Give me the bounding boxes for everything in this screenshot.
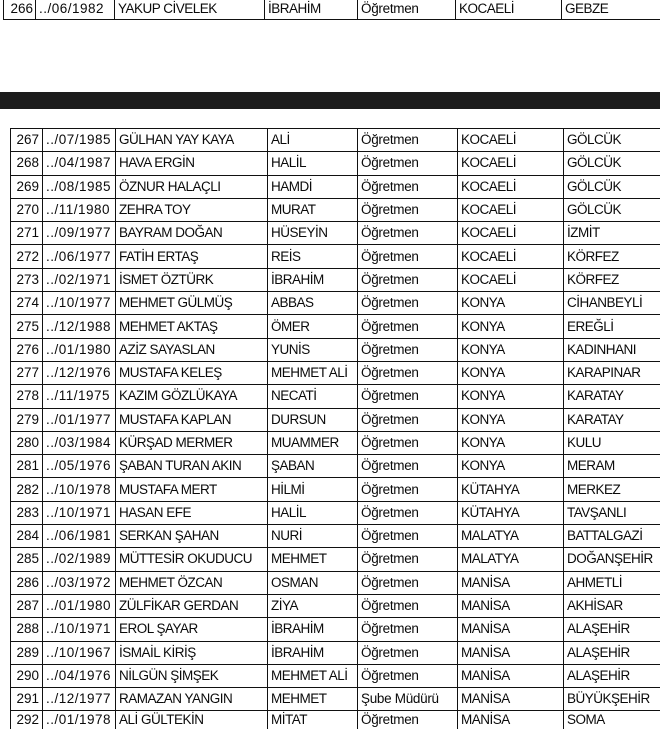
district: ALAŞEHİR (564, 664, 660, 687)
father-name: İBRAHİM (268, 618, 358, 641)
birth-date: ../02/1989 (43, 548, 116, 571)
row-number: 283 (11, 501, 43, 524)
full-name: AZİZ SAYASLAN (116, 338, 268, 361)
job-title: Öğretmen (358, 222, 458, 245)
district: SOMA (564, 711, 660, 729)
full-name: İSMAİL KİRİŞ (116, 641, 268, 664)
province: KOCAELİ (458, 245, 564, 268)
father-name: HÜSEYİN (268, 222, 358, 245)
full-name: MUSTAFA MERT (116, 478, 268, 501)
row-number: 284 (11, 525, 43, 548)
table-row (11, 198, 660, 221)
birth-date: ../03/1984 (43, 431, 116, 454)
job-title: Öğretmen (358, 268, 458, 291)
page-separator-bar (0, 92, 660, 109)
row-number: 274 (11, 292, 43, 315)
full-name: ZEHRA TOY (116, 198, 268, 221)
job-title: Öğretmen (358, 338, 458, 361)
birth-date: ../01/1977 (43, 408, 116, 431)
father-name: REİS (268, 245, 358, 268)
table-row (11, 292, 660, 315)
birth-date: ../10/1967 (43, 641, 116, 664)
table-row (11, 455, 660, 478)
table-row (11, 175, 660, 198)
row-number: 281 (11, 455, 43, 478)
district: ALAŞEHİR (564, 618, 660, 641)
province: KOCAELİ (458, 129, 564, 152)
father-name: İBRAHİM (265, 0, 358, 19)
row-number: 266 (4, 0, 36, 19)
district: KARATAY (564, 385, 660, 408)
full-name: RAMAZAN YANGIN (116, 688, 268, 711)
job-title: Öğretmen (358, 594, 458, 617)
row-number: 272 (11, 245, 43, 268)
table-body (11, 129, 660, 729)
province: KÜTAHYA (458, 478, 564, 501)
district: MERAM (564, 455, 660, 478)
job-title: Öğretmen (358, 455, 458, 478)
row-number: 268 (11, 152, 43, 175)
province: KONYA (458, 315, 564, 338)
province: KONYA (458, 385, 564, 408)
district: KULU (564, 431, 660, 454)
table-row (11, 618, 660, 641)
job-title: Öğretmen (358, 129, 458, 152)
father-name: MURAT (268, 198, 358, 221)
table-row (11, 571, 660, 594)
father-name: OSMAN (268, 571, 358, 594)
table-row (11, 664, 660, 687)
province: MANİSA (458, 664, 564, 687)
birth-date: ../10/1977 (43, 292, 116, 315)
district: EREĞLİ (564, 315, 660, 338)
birth-date: ../05/1976 (43, 455, 116, 478)
province: KOCAELİ (458, 268, 564, 291)
table-row (11, 338, 660, 361)
father-name: MUAMMER (268, 431, 358, 454)
full-name: İSMET ÖZTÜRK (116, 268, 268, 291)
full-name: HAVA ERGİN (116, 152, 268, 175)
table-row (11, 688, 660, 711)
province: KONYA (458, 455, 564, 478)
row-number: 290 (11, 664, 43, 687)
job-title: Öğretmen (358, 152, 458, 175)
row-number: 278 (11, 385, 43, 408)
full-name: NİLGÜN ŞİMŞEK (116, 664, 268, 687)
province: MANİSA (458, 571, 564, 594)
full-name: EROL ŞAYAR (116, 618, 268, 641)
full-name: ZÜLFİKAR GERDAN (116, 594, 268, 617)
job-title: Şube Müdürü (358, 688, 458, 711)
personnel-table (10, 128, 660, 729)
job-title: Öğretmen (358, 198, 458, 221)
province: KOCAELİ (458, 175, 564, 198)
province: KONYA (458, 292, 564, 315)
table-fragment-top (3, 0, 660, 20)
row-number: 271 (11, 222, 43, 245)
row-number: 285 (11, 548, 43, 571)
father-name: HİLMİ (268, 478, 358, 501)
province: KONYA (458, 338, 564, 361)
birth-date: ../10/1978 (43, 478, 116, 501)
birth-date: ../04/1987 (43, 152, 116, 175)
table-row (11, 594, 660, 617)
birth-date: ../01/1980 (43, 594, 116, 617)
father-name: YUNİS (268, 338, 358, 361)
full-name: MEHMET ÖZCAN (116, 571, 268, 594)
birth-date: ../01/1978 (43, 711, 116, 729)
father-name: ÖMER (268, 315, 358, 338)
father-name: ABBAS (268, 292, 358, 315)
father-name: MEHMET (268, 688, 358, 711)
full-name: GÜLHAN YAY KAYA (116, 129, 268, 152)
table-row (11, 152, 660, 175)
table-row (11, 268, 660, 291)
full-name: MUSTAFA KAPLAN (116, 408, 268, 431)
province: MANİSA (458, 641, 564, 664)
birth-date: ../07/1985 (43, 129, 116, 152)
job-title: Öğretmen (358, 478, 458, 501)
district: GÖLCÜK (564, 152, 660, 175)
table-row (11, 501, 660, 524)
province: KOCAELİ (458, 222, 564, 245)
father-name: MEHMET (268, 548, 358, 571)
province: MALATYA (458, 525, 564, 548)
full-name: FATİH ERTAŞ (116, 245, 268, 268)
birth-date: ../06/1982 (36, 0, 115, 19)
birth-date: ../11/1980 (43, 198, 116, 221)
table-row (11, 385, 660, 408)
birth-date: ../08/1985 (43, 175, 116, 198)
birth-date: ../12/1988 (43, 315, 116, 338)
district: TAVŞANLI (564, 501, 660, 524)
district: ALAŞEHİR (564, 641, 660, 664)
job-title: Öğretmen (358, 408, 458, 431)
district: AHMETLİ (564, 571, 660, 594)
district: GÖLCÜK (564, 175, 660, 198)
province: KOCAELİ (458, 152, 564, 175)
full-name: HASAN EFE (116, 501, 268, 524)
province: KÜTAHYA (458, 501, 564, 524)
job-title: Öğretmen (358, 315, 458, 338)
job-title: Öğretmen (358, 618, 458, 641)
province: MANİSA (458, 711, 564, 729)
province: KONYA (458, 361, 564, 384)
district: KÖRFEZ (564, 245, 660, 268)
row-number: 287 (11, 594, 43, 617)
father-name: MİTAT (268, 711, 358, 729)
birth-date: ../12/1976 (43, 361, 116, 384)
table-row (4, 0, 660, 19)
birth-date: ../06/1977 (43, 245, 116, 268)
job-title: Öğretmen (358, 175, 458, 198)
birth-date: ../01/1980 (43, 338, 116, 361)
district: GEBZE (562, 0, 660, 19)
father-name: İBRAHİM (268, 641, 358, 664)
full-name: ŞABAN TURAN AKIN (116, 455, 268, 478)
birth-date: ../10/1971 (43, 618, 116, 641)
table-row (11, 222, 660, 245)
province: MALATYA (458, 548, 564, 571)
father-name: MEHMET ALİ (268, 361, 358, 384)
district: KARAPINAR (564, 361, 660, 384)
district: CİHANBEYLİ (564, 292, 660, 315)
table-row (11, 525, 660, 548)
row-number: 286 (11, 571, 43, 594)
table-row (11, 641, 660, 664)
full-name: MEHMET GÜLMÜŞ (116, 292, 268, 315)
birth-date: ../02/1971 (43, 268, 116, 291)
province: KONYA (458, 408, 564, 431)
father-name: MEHMET ALİ (268, 664, 358, 687)
full-name: MÜTTESİR OKUDUCU (116, 548, 268, 571)
job-title: Öğretmen (358, 245, 458, 268)
full-name: YAKUP CİVELEK (115, 0, 265, 19)
province: KOCAELİ (456, 0, 562, 19)
province: KOCAELİ (458, 198, 564, 221)
district: GÖLCÜK (564, 129, 660, 152)
job-title: Öğretmen (358, 292, 458, 315)
table-row (11, 245, 660, 268)
job-title: Öğretmen (358, 641, 458, 664)
birth-date: ../10/1971 (43, 501, 116, 524)
full-name: BAYRAM DOĞAN (116, 222, 268, 245)
row-number: 277 (11, 361, 43, 384)
birth-date: ../09/1977 (43, 222, 116, 245)
birth-date: ../11/1975 (43, 385, 116, 408)
row-number: 273 (11, 268, 43, 291)
table-row (11, 711, 660, 729)
district: BATTALGAZİ (564, 525, 660, 548)
birth-date: ../06/1981 (43, 525, 116, 548)
district: GÖLCÜK (564, 198, 660, 221)
full-name: KÜRŞAD MERMER (116, 431, 268, 454)
district: KARATAY (564, 408, 660, 431)
table-row (11, 408, 660, 431)
birth-date: ../12/1977 (43, 688, 116, 711)
job-title: Öğretmen (358, 0, 456, 19)
province: MANİSA (458, 618, 564, 641)
full-name: MEHMET AKTAŞ (116, 315, 268, 338)
job-title: Öğretmen (358, 548, 458, 571)
full-name: ÖZNUR HALAÇLI (116, 175, 268, 198)
full-name: ALİ GÜLTEKİN (116, 711, 268, 729)
father-name: NURİ (268, 525, 358, 548)
table-row (11, 478, 660, 501)
row-number: 270 (11, 198, 43, 221)
full-name: SERKAN ŞAHAN (116, 525, 268, 548)
table-row (11, 548, 660, 571)
full-name: KAZIM GÖZLÜKAYA (116, 385, 268, 408)
row-number: 292 (11, 711, 43, 729)
job-title: Öğretmen (358, 501, 458, 524)
district: DOĞANŞEHİR (564, 548, 660, 571)
job-title: Öğretmen (358, 525, 458, 548)
district: KÖRFEZ (564, 268, 660, 291)
father-name: HAMDİ (268, 175, 358, 198)
row-number: 279 (11, 408, 43, 431)
table-row (11, 431, 660, 454)
row-number: 267 (11, 129, 43, 152)
row-number: 280 (11, 431, 43, 454)
father-name: NECATİ (268, 385, 358, 408)
table-row (11, 129, 660, 152)
district: MERKEZ (564, 478, 660, 501)
father-name: ŞABAN (268, 455, 358, 478)
district: İZMİT (564, 222, 660, 245)
father-name: HALİL (268, 501, 358, 524)
table-body (4, 0, 660, 19)
father-name: ZİYA (268, 594, 358, 617)
birth-date: ../04/1976 (43, 664, 116, 687)
province: MANİSA (458, 688, 564, 711)
job-title: Öğretmen (358, 361, 458, 384)
row-number: 275 (11, 315, 43, 338)
father-name: HALİL (268, 152, 358, 175)
row-number: 282 (11, 478, 43, 501)
job-title: Öğretmen (358, 431, 458, 454)
table-row (11, 361, 660, 384)
province: KONYA (458, 431, 564, 454)
row-number: 289 (11, 641, 43, 664)
row-number: 291 (11, 688, 43, 711)
table-row (11, 315, 660, 338)
row-number: 269 (11, 175, 43, 198)
father-name: İBRAHİM (268, 268, 358, 291)
district: AKHİSAR (564, 594, 660, 617)
full-name: MUSTAFA KELEŞ (116, 361, 268, 384)
father-name: DURSUN (268, 408, 358, 431)
row-number: 288 (11, 618, 43, 641)
district: KADINHANI (564, 338, 660, 361)
job-title: Öğretmen (358, 385, 458, 408)
row-number: 276 (11, 338, 43, 361)
district: BÜYÜKŞEHİR (564, 688, 660, 711)
job-title: Öğretmen (358, 711, 458, 729)
birth-date: ../03/1972 (43, 571, 116, 594)
job-title: Öğretmen (358, 664, 458, 687)
province: MANİSA (458, 594, 564, 617)
job-title: Öğretmen (358, 571, 458, 594)
father-name: ALİ (268, 129, 358, 152)
